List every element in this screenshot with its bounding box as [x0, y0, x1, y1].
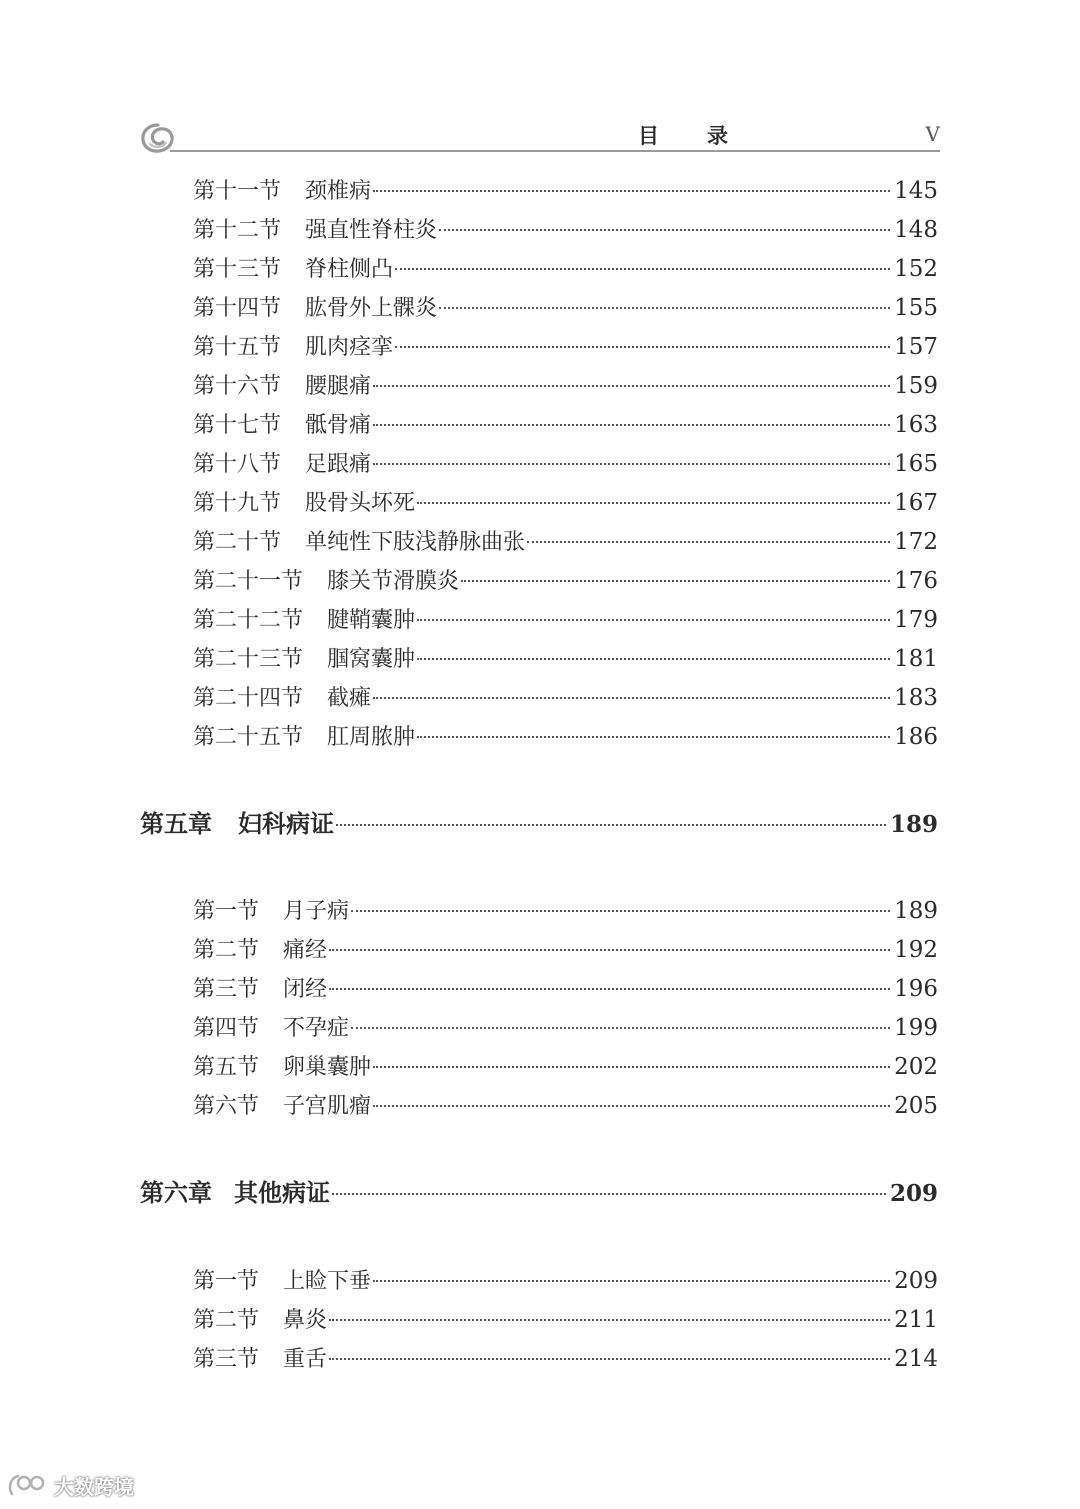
section-label: 第十八节: [193, 452, 282, 477]
section-title: 肌肉痉挛: [305, 335, 394, 360]
section-title: 骶骨痛: [305, 413, 372, 438]
dot-leader: [439, 307, 890, 309]
section-label: 第六节: [193, 1094, 260, 1119]
header-title: [638, 120, 728, 150]
section-row[interactable]: [193, 1011, 938, 1043]
section-row[interactable]: [193, 972, 938, 1004]
page-number: 205: [894, 1093, 938, 1119]
page-number: 172: [894, 529, 938, 555]
page-number: 163: [894, 412, 938, 438]
dot-leader: [395, 268, 890, 270]
section-title: 截瘫: [327, 686, 372, 711]
dot-leader: [329, 1319, 890, 1321]
dot-leader: [527, 541, 890, 543]
section-title: 痛经: [283, 938, 328, 963]
dot-leader: [417, 502, 890, 504]
dot-leader: [373, 697, 890, 699]
page-number: 167: [894, 490, 938, 516]
section-row[interactable]: [193, 1342, 938, 1374]
section-title: 上睑下垂: [283, 1269, 372, 1294]
dot-leader: [373, 1066, 890, 1068]
dot-leader: [351, 910, 890, 912]
section-title: 子宫肌瘤: [283, 1094, 372, 1119]
section-title: 月子病: [283, 899, 350, 924]
section-label: 第二节: [193, 1308, 260, 1333]
dot-leader: [395, 346, 890, 348]
section-title: 鼻炎: [283, 1308, 328, 1333]
section-row[interactable]: [193, 525, 938, 557]
dot-leader: [417, 658, 890, 660]
section-title: 脊柱侧凸: [305, 257, 394, 282]
page-number: 148: [894, 217, 938, 243]
page-number: 189: [889, 811, 938, 838]
section-title: 不孕症: [283, 1016, 350, 1041]
section-label: 第十三节: [193, 257, 282, 282]
header-title-char: 目: [638, 123, 659, 148]
section-title: 强直性脊柱炎: [305, 218, 438, 243]
section-label: 第三节: [193, 977, 260, 1002]
section-row[interactable]: [193, 174, 938, 206]
page-number: 196: [894, 976, 938, 1002]
dot-leader: [373, 424, 890, 426]
section-label: 第十四节: [193, 296, 282, 321]
page-number: 183: [894, 685, 938, 711]
section-title: 腰腿痛: [305, 374, 372, 399]
section-title: 单纯性下肢浅静脉曲张: [305, 530, 526, 555]
section-row[interactable]: [193, 1050, 938, 1082]
page-number: 157: [894, 334, 938, 360]
section-row[interactable]: [193, 369, 938, 401]
dot-leader: [439, 229, 890, 231]
header-rule: [170, 150, 940, 152]
page-number: 189: [894, 898, 938, 924]
header-title-char: 录: [707, 123, 728, 148]
section-row[interactable]: [193, 1303, 938, 1335]
section-title: 腱鞘囊肿: [327, 608, 416, 633]
section-row[interactable]: [193, 642, 938, 674]
page-number: 179: [894, 607, 938, 633]
section-title: 卵巢囊肿: [283, 1055, 372, 1080]
section-row[interactable]: [193, 408, 938, 440]
section-title: 肱骨外上髁炎: [305, 296, 438, 321]
page-number: 159: [894, 373, 938, 399]
section-label: 第二十五节: [193, 725, 304, 750]
chapter-title: 妇科病证: [238, 809, 334, 838]
section-label: 第二十节: [193, 530, 282, 555]
section-label: 第五节: [193, 1055, 260, 1080]
dot-leader: [373, 385, 890, 387]
dot-leader: [417, 736, 890, 738]
page-number: 145: [894, 178, 938, 204]
chapter-row[interactable]: [140, 1173, 938, 1205]
section-label: 第十一节: [193, 179, 282, 204]
dot-leader: [373, 190, 890, 192]
section-label: 第十六节: [193, 374, 282, 399]
page-number: 176: [894, 568, 938, 594]
page-number: 152: [894, 256, 938, 282]
section-label: 第十七节: [193, 413, 282, 438]
page-number: 199: [894, 1015, 938, 1041]
watermark-logo-icon: [6, 1470, 48, 1500]
section-title: 足跟痛: [305, 452, 372, 477]
dot-leader: [373, 1280, 890, 1282]
section-row[interactable]: [193, 1264, 938, 1296]
section-title: 股骨头坏死: [305, 491, 416, 516]
page-number: 202: [894, 1054, 938, 1080]
dot-leader: [329, 949, 890, 951]
dot-leader: [351, 1027, 890, 1029]
section-title: 闭经: [283, 977, 328, 1002]
section-row[interactable]: [193, 564, 938, 596]
section-label: 第十五节: [193, 335, 282, 360]
section-row[interactable]: [193, 213, 938, 245]
dot-leader: [336, 824, 886, 826]
section-label: 第十九节: [193, 491, 282, 516]
section-label: 第一节: [193, 899, 260, 924]
section-row[interactable]: [193, 330, 938, 362]
section-label: 第二十二节: [193, 608, 304, 633]
chapter-label: 第五章: [140, 809, 212, 838]
page-number: 165: [894, 451, 938, 477]
section-row[interactable]: [193, 447, 938, 479]
page-number: 214: [894, 1346, 938, 1372]
page-number: 209: [889, 1180, 938, 1207]
section-row[interactable]: [193, 894, 938, 926]
dot-leader: [373, 463, 890, 465]
section-label: 第三节: [193, 1347, 260, 1372]
page-number: 192: [894, 937, 938, 963]
section-label: 第一节: [193, 1269, 260, 1294]
section-label: 第四节: [193, 1016, 260, 1041]
watermark: [6, 1470, 134, 1500]
section-row[interactable]: [193, 1089, 938, 1121]
page-number: 186: [894, 724, 938, 750]
section-row[interactable]: [193, 681, 938, 713]
section-row[interactable]: [193, 291, 938, 323]
page-number: 155: [894, 295, 938, 321]
section-title: 腘窝囊肿: [327, 647, 416, 672]
running-header: [140, 118, 940, 156]
section-row[interactable]: [193, 486, 938, 518]
section-row[interactable]: [193, 603, 938, 635]
section-row[interactable]: [193, 933, 938, 965]
chapter-title: 其他病证: [234, 1178, 330, 1207]
chapter-label: 第六章: [140, 1178, 212, 1207]
dot-leader: [329, 1358, 890, 1360]
section-row[interactable]: [193, 720, 938, 752]
chapter-row[interactable]: [140, 804, 938, 836]
dot-leader: [373, 1105, 890, 1107]
dot-leader: [461, 580, 890, 582]
section-title: 重舌: [283, 1347, 328, 1372]
section-label: 第二十四节: [193, 686, 304, 711]
section-title: 膝关节滑膜炎: [327, 569, 460, 594]
page-number: 209: [894, 1268, 938, 1294]
page-number: 211: [894, 1307, 938, 1333]
section-label: 第二十一节: [193, 569, 304, 594]
section-title: 颈椎病: [305, 179, 372, 204]
page-folio: V: [925, 122, 940, 146]
section-label: 第二节: [193, 938, 260, 963]
section-label: 第二十三节: [193, 647, 304, 672]
dot-leader: [332, 1193, 886, 1195]
dot-leader: [417, 619, 890, 621]
watermark-text: 大数跨境: [54, 1474, 134, 1499]
section-row[interactable]: [193, 252, 938, 284]
section-label: 第十二节: [193, 218, 282, 243]
page-number: 181: [894, 646, 938, 672]
section-title: 肛周脓肿: [327, 725, 416, 750]
dot-leader: [329, 988, 890, 990]
